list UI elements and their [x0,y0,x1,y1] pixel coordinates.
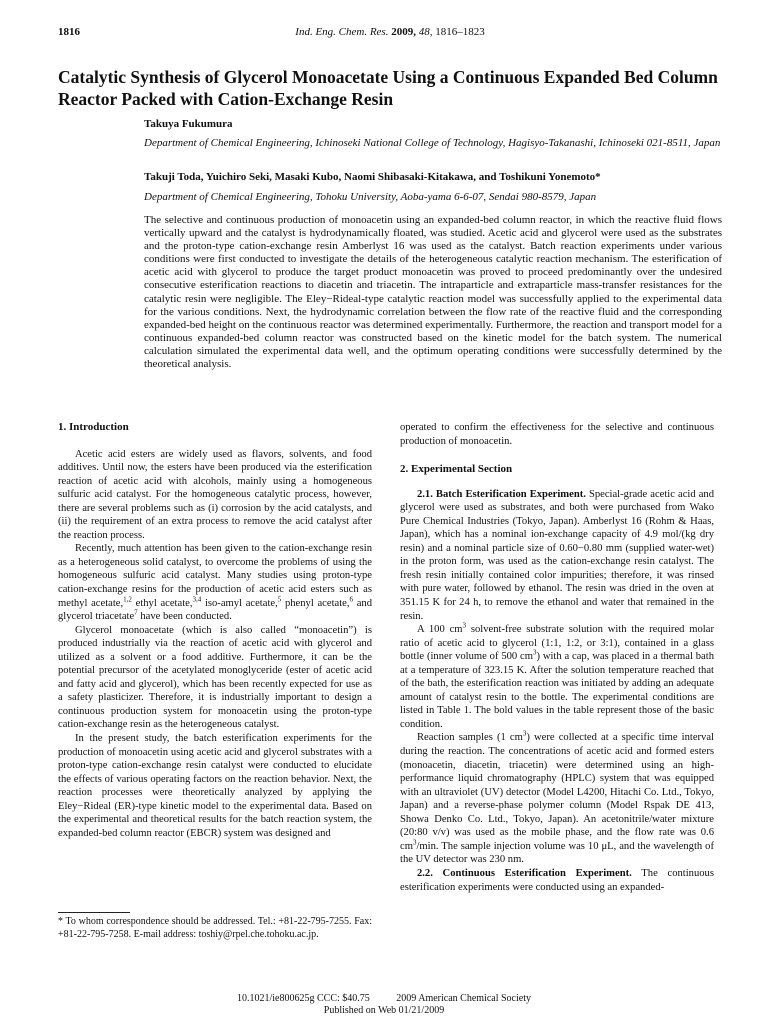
journal-volume: 48, [418,26,433,38]
page-number: 1816 [58,26,80,38]
section-heading-experimental: 2. Experimental Section [400,463,513,476]
copyright: 2009 American Chemical Society [396,993,531,1004]
footnote-divider [58,912,130,913]
doi[interactable]: 10.1021/ie800625g CCC: $40.75 [237,993,370,1004]
paragraph: Reaction samples (1 $cm^3$) were collected at a specific time interval during the reaction. The concentrations of acetic acid and formed esters (monoacetin, diacetin, triacetin) were determined using an high-performance liquid chromatography (HPLC) system that was equipped with an ultraviolet (UV) detector (Model L4200, Hitachi Co. Ltd., Tokyo, Japan) and a reverse-phase polymer column (Model Rspak DE 413, Showa Denko Co. Ltd., Tokyo, Japan). An acetonitrile/water mixture (20:80 v/v) was used as the mobile phase, and the flow rate was 0.6 $cm^3/\min$. The sample injection volume was 10 μL, and the wavelength of the UV detector was 230 nm. [400,729,714,866]
author-group-1: Takuya Fukumura [144,118,233,130]
paragraph: A 100 $cm^3$ solvent-free substrate solution with the required molar ratio of acetic acid to glycerol (1:1, 1:2, or 3:1), contained in a glass bottle (inner volume of 500 $cm^3$) with a cap, was placed in a thermal bath at a temperature of 323.15 K. After the solution temperature reached that of the bath, the esterification reaction was initiated by adding an adequate amount of catalyst resin to the bottle. The experimental conditions are listed in Table 1. The bold values in the table represent those of the basic condition. [400,621,714,730]
subsection-heading: 2.2. Continuous Esterification Experiment. [416,867,632,879]
citation[interactable]: 5 [277,595,282,604]
left-column [58,421,372,840]
paragraph: Recently, much attention has been given to the cation-exchange resin as a heterogeneous solid catalyst, to overcome the problems of using the homogeneous sulfuric acid catalyst. Many studies using proton-type cation-exchange resins for the production of acetic acid esters such as methyl acetate,$^{1,2}$ ethyl acetate,$^{3,4}$ iso-amyl acetate,$^5$ phenyl acetate,$^6$ and glycerol triacetate$^7$ have been conducted. [58,543,372,623]
affiliation-1: Department of Chemical Engineering, Ichinoseki National College of Technology, Hagisyo-Takanashi, Ichinoseki 021-8511, Japan [144,137,721,149]
paragraph-continued: operated to confirm the effectiveness for the selective and continuous production of monoacetin. [400,422,714,447]
subsection-heading: 2.1. Batch Esterification Experiment. [416,488,586,500]
running-header [240,26,540,38]
affiliation-2: Department of Chemical Engineering, Tohoku University, Aoba-yama 6-6-07, Sendai 980-8579, Japan [144,191,597,203]
abstract: The selective and continuous production of monoacetin using an expanded-bed column reactor, in which the reactive fluid flows vertically upward and the catalyst is hydrodynamically floated, was studied. Acetic acid and glycerol were used as the substrates and the proton-type cation-exchange resin Amberlyst 16 was used as the catalyst. Batch reaction experiments under various conditions were first conducted to investigate the details of the heterogeneous catalytic reaction mechanism. The esterification of acetic acid with glycerol to produce the target product monoacetin was proved to proceed predominantly over the undesired consecutive esterification reactions to diacetin and triacetin. The intraparticle and extraparticle mass-transfer resistances for the catalytic resin were negligible. The Eley−Rideal-type catalytic reaction model was successfully applied to the experimental data for the various conditions. Next, the hydrodynamic correlation between the flow rate of the reactive fluid and the corresponding expanded-bed height on the continuous reactor was determined experimentally. Furthermore, the reaction and transport model for a continuous expanded-bed column reactor was constructed based on the kinetic model for the batch system. The numerical calculation simulated the experimental data well, and the optimum operating conditions were successfully determined by the theoretical analysis. [144,214,722,371]
paragraph: Acetic acid esters are widely used as flavors, solvents, and food additives. Until now, the esters have been produced via the esterification reaction of acetic acid with alcohols, mainly using a homogeneous sulfuric acid catalyst. For the homogeneous catalytic process, however, there are several problems such as (i) corrosion by the acid catalysts, and (ii) the requirement of an extra process to remove the acid catalyst after the reaction process. [58,448,372,541]
journal-year: 2009, [391,26,416,38]
correspondence-footnote: * To whom correspondence should be addressed. Tel.: +81-22-795-7255. Fax: +81-22-795-7258. E-mail address: toshiy@rpel.che.tohoku.ac.jp. [58,916,372,940]
paragraph: 2.1. Batch Esterification Experiment. Special-grade acetic acid and glycerol were used as substrates, and both were purchased from Wako Pure Chemical Industries (Tokyo, Japan). Amberlyst 16 (Rohm & Haas, Japan), which has a nominal ion-exchange capacity of 4.9 mol/(kg dry resin) and a nominal particle size of 0.60−0.80 mm (supplied water-wet) in the proton form, was used as the cation-exchange resin catalyst. The fresh resin initially contained color impurities; therefore, it was rinsed with pure water, followed by ethanol. The resin was dried in the oven at 351.15 K for 24 h, to remove the ethanol and water that remained in the resin. [400,488,714,622]
right-column [400,421,714,894]
author-group-2: Takuji Toda, Yuichiro Seki, Masaki Kubo, Naomi Shibasaki-Kitakawa, and Toshikuni Yonemoto* [144,171,601,183]
published-date: Published on Web 01/21/2009 [323,1005,445,1016]
citation[interactable]: 6 [349,595,354,604]
citation[interactable]: 7 [134,608,138,617]
paragraph: In the present study, the batch esterification experiments for the production of monoacetin using acetic acid and glycerol substrates with a proton-type cation-exchange resin catalyst were conducted to elucidate the effects of various operating factors on the reaction behavior. Next, the reaction processes were theoretically analyzed by applying the Eley−Rideal (ER)-type kinetic model to the experimental data. Based on the experimental and theoretical results for the batch reaction system, the expanded-bed column reactor (EBCR) system was designed and [58,733,372,839]
paragraph: Glycerol monoacetate (which is also called “monoacetin”) is produced industrially via the reaction of acetic acid with glycerol and utilized as a solvent or a food additive. Furthermore, it can be the potential precursor of the acetylated monoglyceride (ester of acetic acid and fatty acid and glycerol), which has been recently expected for use as a safety plasticizer. Therefore, it is industrially important to design a continuous production system for monoacetin using the proton-type cation-exchange resin as the heterogeneous catalyst. [58,624,372,731]
citation[interactable]: 1,2 [123,595,132,604]
footer-doi-line [0,993,768,1004]
section-heading-introduction: 1. Introduction [58,421,129,433]
journal-name: Ind. Eng. Chem. Res. [295,26,389,38]
paper-title: Catalytic Synthesis of Glycerol Monoacetate Using a Continuous Expanded Bed Column Reactor Packed with Cation-Exchange Resin [58,67,718,109]
citation[interactable]: 3,4 [192,595,202,604]
journal-pages: 1816–1823 [435,26,485,38]
paragraph: 2.2. Continuous Esterification Experiment. The continuous esterification experiments were conducted using an expanded- [400,867,714,893]
